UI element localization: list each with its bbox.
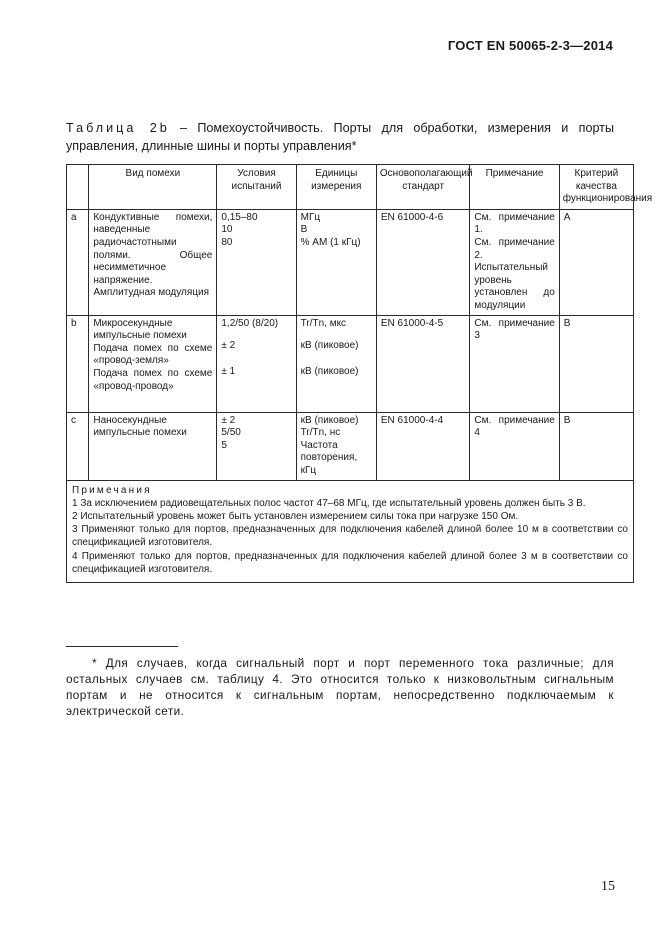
condition-value: 5 bbox=[221, 439, 227, 451]
row-note bbox=[470, 412, 559, 480]
condition-value: ± 2 bbox=[221, 414, 236, 426]
footnote-separator bbox=[66, 646, 178, 647]
table-caption bbox=[66, 119, 614, 155]
row-standard: EN 61000-4-6 bbox=[376, 209, 469, 315]
note-line: См. примечание 2. bbox=[474, 236, 555, 261]
unit-value: кВ (пиковое) bbox=[300, 365, 359, 377]
table-header-row bbox=[67, 165, 634, 210]
col-header-note: Примечание bbox=[470, 165, 559, 210]
note-item: 2 Испытательный уровень может быть установлен измерением силы тока при нагрузке 150 Ом. bbox=[72, 510, 519, 522]
condition-value: 10 bbox=[221, 224, 233, 236]
row-conditions bbox=[217, 412, 296, 480]
immunity-table bbox=[66, 164, 653, 583]
unit-value: % АМ (1 кГц) bbox=[300, 236, 361, 248]
row-criterion: В bbox=[559, 412, 633, 480]
page-number: 15 bbox=[601, 879, 615, 894]
table-row bbox=[67, 209, 634, 315]
condition-value: 80 bbox=[221, 236, 233, 248]
row-standard: EN 61000-4-5 bbox=[376, 315, 469, 412]
note-line: Испытательный уровень установлен до модуляции bbox=[474, 262, 555, 311]
row-type bbox=[89, 209, 217, 315]
footnote-text: * Для случаев, когда сигнальный порт и порт переменного тока различные; для остальных случаев см. таблицу 4. Это относится только к низковольтным сигнальным портам и не относится к сигнальным портам, непосредственно подключаемым к электрической сети. bbox=[66, 656, 614, 718]
row-criterion: В bbox=[559, 315, 633, 412]
notes-title: Примечания bbox=[72, 484, 152, 496]
type-line: Наносекундные импульсные помехи bbox=[93, 414, 187, 439]
document-standard-number: ГОСТ EN 50065-2-3—2014 bbox=[447, 38, 613, 53]
unit-value: В bbox=[300, 224, 308, 236]
note-line: См. примечание 4 bbox=[474, 414, 555, 439]
type-line: Подача помех по схеме «провод-провод» bbox=[93, 367, 213, 392]
row-id: c bbox=[67, 412, 89, 480]
row-units bbox=[296, 412, 376, 480]
condition-value: ± 1 bbox=[221, 365, 236, 377]
unit-value: Частота повторения, кГц bbox=[300, 439, 358, 476]
note-item: 4 Применяют только для портов, предназначенных для подключения кабелей длиной более 3 м в соответствии со спецификацией изготовителя. bbox=[72, 550, 628, 575]
row-note bbox=[470, 209, 559, 315]
note-line: См. примечание 3 bbox=[474, 317, 555, 342]
unit-value: кВ (пиковое) bbox=[300, 414, 359, 426]
col-header-id bbox=[67, 165, 89, 210]
note-item: 1 За исключением радиовещательных полос частот 47–68 МГц, где испытательный уровень должен быть 3 В. bbox=[72, 497, 586, 509]
col-header-units: Единицы измерения bbox=[296, 165, 376, 210]
unit-value: Tr/Tn, нс bbox=[300, 427, 341, 439]
row-type bbox=[89, 412, 217, 480]
row-conditions bbox=[217, 209, 296, 315]
row-standard: EN 61000-4-4 bbox=[376, 412, 469, 480]
condition-value: 1,2/50 (8/20) bbox=[221, 317, 279, 329]
table-row bbox=[67, 315, 634, 412]
row-units bbox=[296, 315, 376, 412]
unit-value: Tr/Tn, мкс bbox=[300, 317, 347, 329]
col-header-criterion: Критерий качества функционирования bbox=[559, 165, 633, 210]
col-header-conditions: Условия испытаний bbox=[217, 165, 296, 210]
condition-value: ± 2 bbox=[221, 340, 236, 352]
row-conditions bbox=[217, 315, 296, 412]
unit-value: МГц bbox=[300, 211, 321, 223]
row-id: b bbox=[67, 315, 89, 412]
type-line: Кондуктивные помехи, наведенные радиочастотными полями. Общее несимметичное напряжение. Амплитудная модуляция bbox=[93, 211, 213, 299]
notes-row bbox=[67, 480, 634, 582]
row-type bbox=[89, 315, 217, 412]
unit-value: кВ (пиковое) bbox=[300, 340, 359, 352]
note-item: 3 Применяют только для портов, предназначенных для подключения кабелей длиной более 10 м в соответствии со спецификацией изготовителя. bbox=[72, 524, 628, 549]
row-units bbox=[296, 209, 376, 315]
condition-value: 0,15–80 bbox=[221, 211, 258, 223]
col-header-type: Вид помехи bbox=[89, 165, 217, 210]
col-header-standard: Основополагающий стандарт bbox=[376, 165, 469, 210]
footnote bbox=[66, 655, 614, 719]
row-criterion: А bbox=[559, 209, 633, 315]
note-line: См. примечание 1. bbox=[474, 211, 555, 236]
condition-value: 5/50 bbox=[221, 427, 241, 439]
table-notes bbox=[67, 480, 634, 582]
type-line: Подача помех по схеме «провод-земля» bbox=[93, 342, 213, 367]
type-line: Микросекундные импульсные помехи bbox=[93, 317, 187, 342]
row-id: a bbox=[67, 209, 89, 315]
table-caption-label: Таблица 2b bbox=[66, 121, 170, 135]
table-row bbox=[67, 412, 634, 480]
table-caption-text: – Помехоустойчивость. Порты для обработки, измерения и порты управления, длинные шины и порты управления* bbox=[66, 121, 614, 153]
row-note bbox=[470, 315, 559, 412]
